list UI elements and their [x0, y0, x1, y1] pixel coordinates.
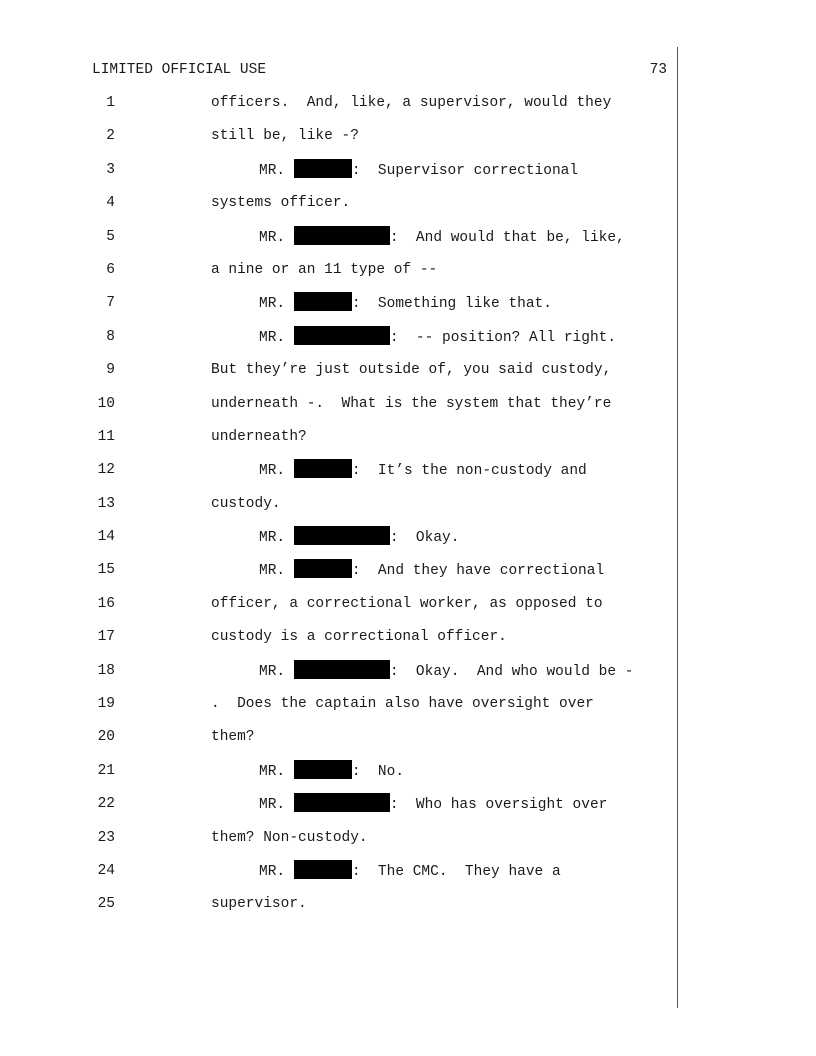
redaction-box	[294, 559, 352, 578]
spoken-text: But they’re just outside of, you said custody,	[211, 362, 612, 379]
transcript-line	[0, 893, 816, 926]
spoken-text: : Okay.	[389, 530, 460, 547]
speaker-prefix: MR.	[259, 563, 294, 580]
transcript-line	[0, 393, 816, 426]
redaction-box	[294, 793, 390, 812]
speaker-prefix: MR.	[259, 763, 294, 780]
line-text	[211, 259, 437, 281]
line-text	[211, 125, 359, 147]
transcript-line	[0, 426, 816, 459]
transcript-line	[0, 726, 816, 759]
line-text	[259, 760, 404, 783]
redaction-box	[294, 860, 352, 879]
line-text	[211, 493, 281, 515]
line-text	[259, 326, 616, 349]
line-number: 4	[106, 195, 115, 212]
transcript-line	[0, 526, 816, 559]
line-text	[211, 593, 603, 615]
spoken-text: them? Non-custody.	[211, 829, 368, 846]
line-number: 3	[106, 161, 115, 178]
spoken-text: officer, a correctional worker, as opposed to	[211, 595, 603, 612]
transcript-line	[0, 359, 816, 392]
line-text	[211, 693, 594, 715]
line-number: 23	[97, 829, 115, 846]
spoken-text: : -- position? All right.	[389, 329, 617, 346]
line-text	[211, 192, 350, 214]
line-number: 19	[97, 696, 115, 713]
line-number: 18	[97, 662, 115, 679]
transcript-body	[0, 92, 816, 927]
spoken-text: still be, like -?	[211, 128, 359, 145]
spoken-text: . Does the captain also have oversight over	[211, 696, 594, 713]
speaker-prefix: MR.	[259, 663, 294, 680]
transcript-line	[0, 493, 816, 526]
transcript-line	[0, 326, 816, 359]
spoken-text: a nine or an 11 type of --	[211, 261, 438, 278]
line-text	[259, 559, 604, 582]
line-number: 25	[97, 896, 115, 913]
line-text	[211, 393, 611, 415]
line-number: 9	[106, 362, 115, 379]
transcript-line	[0, 92, 816, 125]
line-number: 11	[97, 428, 115, 445]
spoken-text: them?	[211, 729, 255, 746]
line-number: 1	[106, 95, 115, 111]
line-number: 24	[97, 862, 115, 879]
transcript-line	[0, 860, 816, 893]
transcript-line	[0, 259, 816, 292]
redaction-box	[294, 526, 390, 545]
transcript-line	[0, 226, 816, 259]
line-number: 6	[106, 261, 115, 278]
spoken-text: custody.	[211, 495, 281, 512]
line-number: 8	[106, 328, 115, 345]
line-text	[211, 893, 307, 915]
line-number: 7	[106, 295, 115, 312]
spoken-text: underneath?	[211, 428, 307, 445]
line-text	[211, 726, 255, 748]
spoken-text: : It’s the non-custody and	[351, 463, 587, 480]
speaker-prefix: MR.	[259, 863, 294, 880]
line-number: 2	[106, 128, 115, 145]
line-number: 5	[106, 228, 115, 245]
spoken-text: : And would that be, like,	[389, 229, 625, 246]
speaker-prefix: MR.	[259, 797, 294, 814]
redaction-box	[294, 660, 390, 679]
line-text	[259, 660, 633, 683]
line-number: 20	[97, 729, 115, 746]
line-text	[259, 459, 587, 482]
transcript-line	[0, 192, 816, 225]
line-text	[259, 159, 578, 182]
spoken-text: underneath -. What is the system that they’re	[211, 395, 612, 412]
line-text	[211, 359, 611, 381]
transcript-line	[0, 693, 816, 726]
spoken-text: : The CMC. They have a	[351, 863, 561, 880]
line-text	[259, 526, 459, 549]
redaction-box	[294, 459, 352, 478]
transcript-line	[0, 159, 816, 192]
transcript-line	[0, 459, 816, 492]
spoken-text: custody is a correctional officer.	[211, 629, 507, 646]
transcript-line	[0, 626, 816, 659]
redaction-box	[294, 760, 352, 779]
speaker-prefix: MR.	[259, 162, 294, 179]
spoken-text: : Okay. And who would be -	[389, 663, 634, 680]
transcript-line	[0, 760, 816, 793]
transcript-line	[0, 827, 816, 860]
line-text	[211, 92, 611, 114]
spoken-text: officers. And, like, a supervisor, would they	[211, 95, 612, 111]
transcript-line	[0, 593, 816, 626]
line-text	[211, 827, 368, 849]
line-number: 13	[97, 495, 115, 512]
transcript-line	[0, 559, 816, 592]
spoken-text: : Something like that.	[351, 296, 552, 313]
speaker-prefix: MR.	[259, 463, 294, 480]
transcript-line	[0, 125, 816, 158]
line-number: 22	[97, 796, 115, 813]
line-text	[259, 860, 561, 883]
speaker-prefix: MR.	[259, 296, 294, 313]
line-number: 21	[97, 762, 115, 779]
spoken-text: : Who has oversight over	[389, 797, 608, 814]
transcript-line	[0, 660, 816, 693]
line-text	[259, 292, 552, 315]
page-number: 73	[649, 62, 667, 78]
line-text	[211, 626, 507, 648]
line-number: 17	[97, 629, 115, 646]
spoken-text: : And they have correctional	[351, 563, 605, 580]
speaker-prefix: MR.	[259, 229, 294, 246]
speaker-prefix: MR.	[259, 329, 294, 346]
line-text	[259, 793, 607, 816]
speaker-prefix: MR.	[259, 530, 294, 547]
classification-header: LIMITED OFFICIAL USE	[92, 62, 267, 78]
transcript-line	[0, 292, 816, 325]
spoken-text: : No.	[351, 763, 405, 780]
redaction-box	[294, 292, 352, 311]
redaction-box	[294, 159, 352, 178]
spoken-text: supervisor.	[211, 896, 307, 913]
line-number: 16	[97, 595, 115, 612]
line-number: 12	[97, 462, 115, 479]
redaction-box	[294, 326, 390, 345]
spoken-text: : Supervisor correctional	[351, 162, 579, 179]
line-text	[259, 226, 625, 249]
line-number: 15	[97, 562, 115, 579]
transcript-line	[0, 793, 816, 826]
line-number: 10	[97, 395, 115, 412]
redaction-box	[294, 226, 390, 245]
line-number: 14	[97, 529, 115, 546]
line-text	[211, 426, 307, 448]
spoken-text: systems officer.	[211, 195, 351, 212]
